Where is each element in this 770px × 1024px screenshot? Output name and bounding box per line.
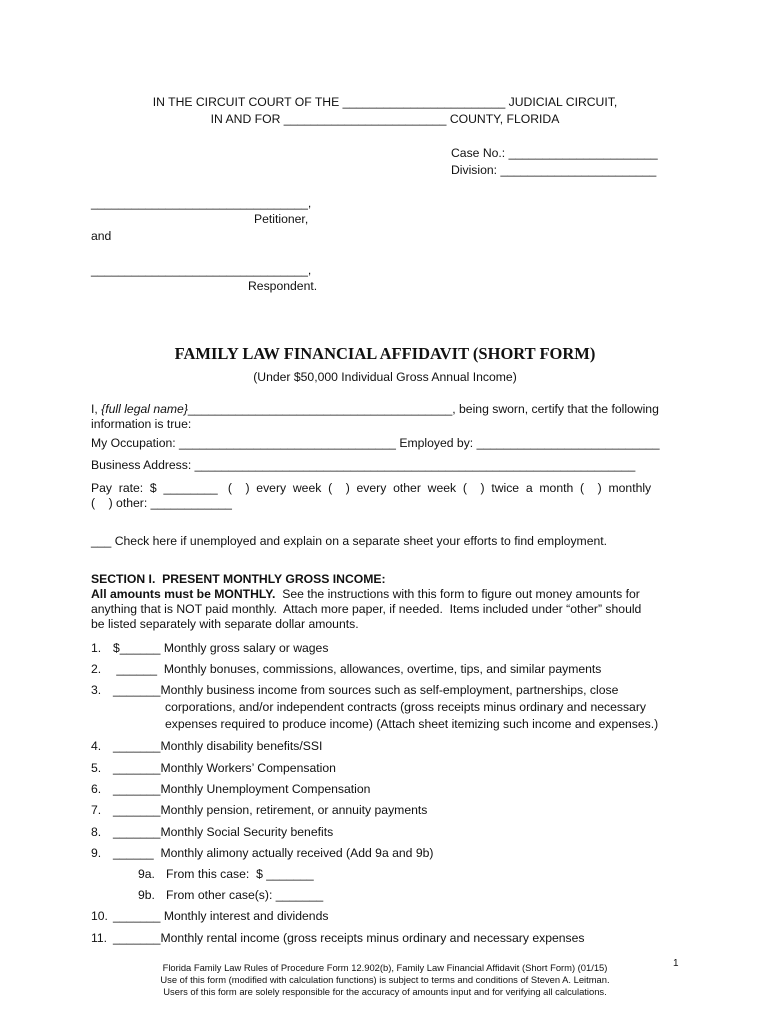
item-text: $______ Monthly gross salary or wages xyxy=(113,641,329,655)
item-text: _______Monthly Social Security benefits xyxy=(113,825,334,839)
full-legal-name-hint: {full legal name} xyxy=(101,402,188,416)
item-text: _______Monthly business income from sources such as self-employment, partnerships, close xyxy=(113,683,619,697)
pay-rate-line: Pay rate: $ ________ ( ) every week ( ) every other week ( ) twice a month ( ) monthly xyxy=(91,481,652,495)
sworn-statement-line1 xyxy=(91,402,659,417)
item-number: 7. xyxy=(91,803,102,817)
item-number: 5. xyxy=(91,761,102,775)
income-item-2 xyxy=(91,662,601,677)
item-text: _______Monthly rental income (gross receipts minus ordinary and necessary expenses xyxy=(113,931,585,945)
income-item-11 xyxy=(91,931,585,946)
item-number: 9b. xyxy=(138,888,155,902)
item-number: 11. xyxy=(91,931,108,945)
section-1-instructions-line2: anything that is NOT paid monthly. Attach more paper, if needed. Items included under “other” should xyxy=(91,602,642,616)
income-item-1 xyxy=(91,641,328,656)
income-item-3-cont1: corporations, and/or independent contracts (gross receipts minus ordinary and necessary xyxy=(165,700,646,714)
item-number: 8. xyxy=(91,825,102,839)
income-item-4 xyxy=(91,739,322,754)
item-text: _______ Monthly interest and dividends xyxy=(113,909,329,923)
item-number: 9a. xyxy=(138,867,155,881)
item-text: _______Monthly pension, retirement, or annuity payments xyxy=(113,803,428,817)
sworn-prefix: I, xyxy=(91,402,102,416)
item-number: 6. xyxy=(91,782,102,796)
form-title: FAMILY LAW FINANCIAL AFFIDAVIT (SHORT FORM) xyxy=(174,344,596,363)
item-text: ______ Monthly alimony actually received (Add 9a and 9b) xyxy=(113,846,434,860)
item-text: _______Monthly Workers’ Compensation xyxy=(113,761,336,775)
income-item-9 xyxy=(91,846,433,861)
item-text: _______Monthly disability benefits/SSI xyxy=(113,739,323,753)
court-header-line1: IN THE CIRCUIT COURT OF THE ________________________ JUDICIAL CIRCUIT, xyxy=(152,95,618,109)
respondent-label: Respondent. xyxy=(248,279,318,293)
sworn-statement-line2: information is true: xyxy=(91,417,192,431)
case-number: Case No.: ______________________ xyxy=(451,146,658,160)
item-text: _______Monthly Unemployment Compensation xyxy=(113,782,371,796)
income-item-9b xyxy=(138,888,323,903)
income-item-6 xyxy=(91,782,370,797)
petitioner-label: Petitioner, xyxy=(254,212,309,226)
sworn-suffix: _______________________________________, being sworn, certify that the following xyxy=(187,402,659,416)
item-number: 10. xyxy=(91,909,108,923)
income-item-5 xyxy=(91,761,336,776)
item-number: 3. xyxy=(91,683,102,697)
item-number: 1. xyxy=(91,641,102,655)
footer-line2: Use of this form (modified with calculation functions) is subject to terms and conditions of Steven A. Leitman. xyxy=(160,974,610,985)
income-item-3 xyxy=(91,683,618,698)
item-text: From other case(s): _______ xyxy=(166,888,324,902)
pay-rate-other-line: ( ) other: ____________ xyxy=(91,496,232,510)
item-number: 2. xyxy=(91,662,102,676)
form-subtitle: (Under $50,000 Individual Gross Annual Income) xyxy=(253,370,517,384)
division: Division: _______________________ xyxy=(451,163,657,177)
footer-line3: Users of this form are solely responsible for the accuracy of amounts input and for verifying all calculations. xyxy=(163,986,607,997)
item-number: 4. xyxy=(91,739,102,753)
business-address-line: Business Address: _________________________________________________________________ xyxy=(91,458,636,472)
court-header-line2: IN AND FOR ________________________ COUNTY, FLORIDA xyxy=(210,112,560,126)
section-1-instructions-line3: be listed separately with separate dollar amounts. xyxy=(91,617,359,631)
item-number: 9. xyxy=(91,846,102,860)
item-text: From this case: $ _______ xyxy=(166,867,314,881)
respondent-name-line: ________________________________, xyxy=(91,263,312,277)
footer-line1: Florida Family Law Rules of Procedure Form 12.902(b), Family Law Financial Affidavit (Short Form) (01/15) xyxy=(162,962,608,973)
section-1-instructions-line1 xyxy=(91,587,640,602)
petitioner-name-line: ________________________________, xyxy=(91,196,312,210)
monthly-emphasis: All amounts must be MONTHLY. xyxy=(91,587,276,601)
section-1-heading: SECTION I. PRESENT MONTHLY GROSS INCOME: xyxy=(91,572,386,586)
income-item-10 xyxy=(91,909,328,924)
occupation-employer-line: My Occupation: ________________________________ Employed by: ___________________________ xyxy=(91,436,660,450)
income-item-7 xyxy=(91,803,427,818)
income-item-9a xyxy=(138,867,314,882)
income-item-8 xyxy=(91,825,333,840)
page-number: 1 xyxy=(673,958,679,969)
instructions-text: See the instructions with this form to figure out money amounts for xyxy=(275,587,640,601)
item-text: ______ Monthly bonuses, commissions, allowances, overtime, tips, and similar payments xyxy=(113,662,602,676)
unemployed-checkline: ___ Check here if unemployed and explain on a separate sheet your efforts to find employment. xyxy=(91,534,608,548)
and-label: and xyxy=(91,229,112,243)
income-item-3-cont2: expenses required to produce income) (Attach sheet itemizing such income and expenses.) xyxy=(165,717,659,731)
